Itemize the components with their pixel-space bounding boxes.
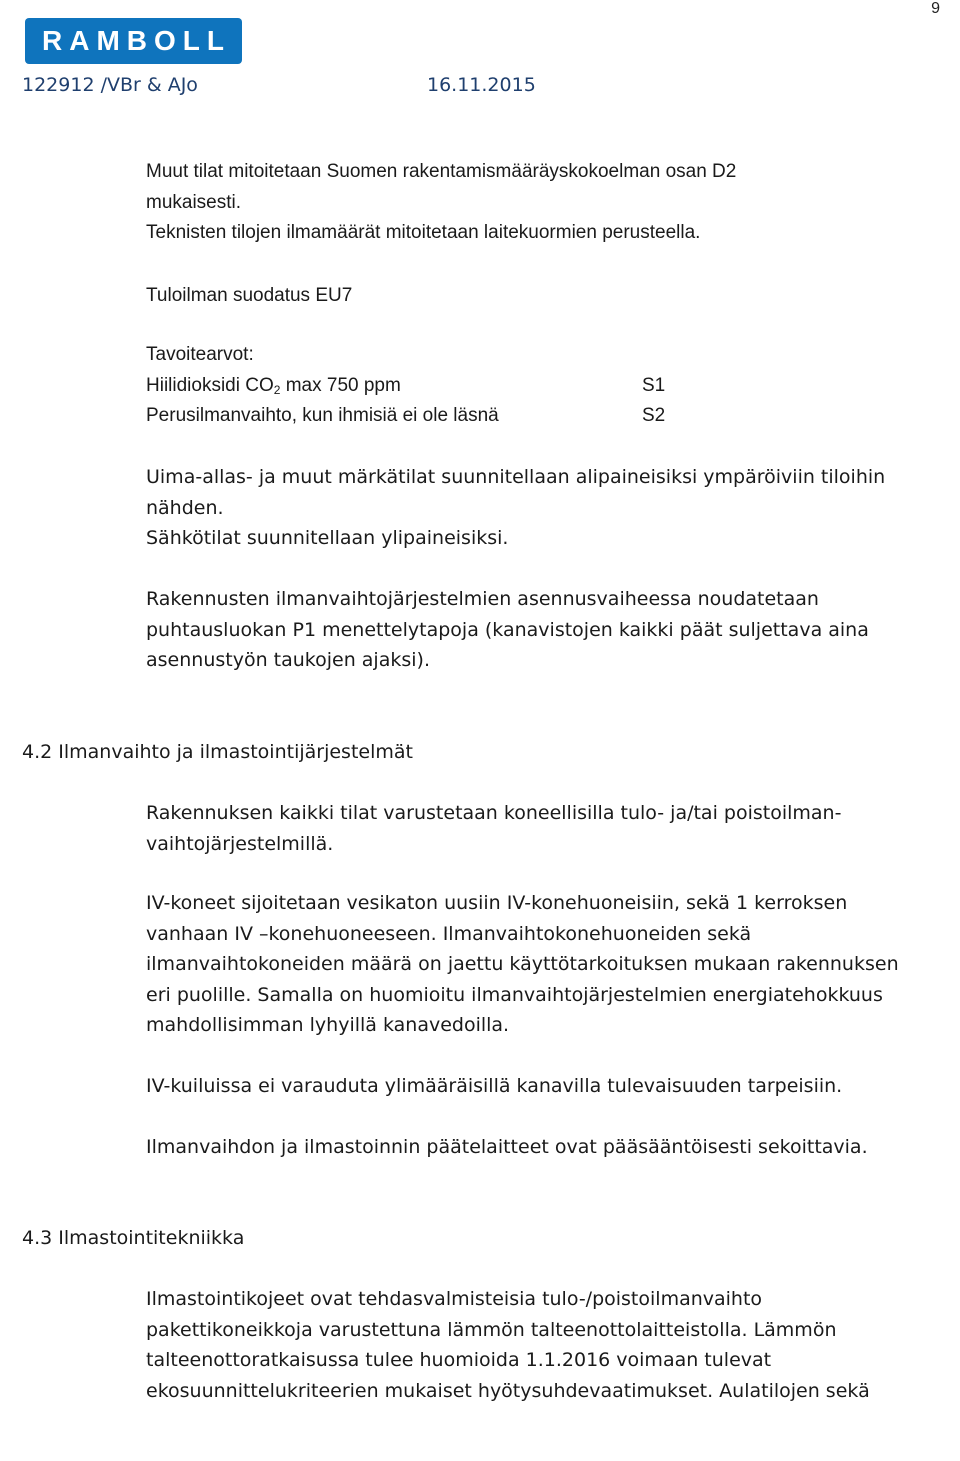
- text-line: ekosuunnittelukriteerien mukaiset hyötysuhdevaatimukset. Aulatilojen sekä: [146, 1379, 870, 1402]
- text-line: puhtausluokan P1 menettelytapoja (kanavistojen kaikki päät suljettava aina: [146, 618, 869, 641]
- paragraph-shafts: IV-kuiluissa ei varauduta ylimääräisillä kanavilla tulevaisuuden tarpeisiin.: [146, 1075, 843, 1097]
- document-date: 16.11.2015: [427, 74, 536, 96]
- paragraph-terminal-units: Ilmanvaihdon ja ilmastoinnin päätelaitteet ovat pääsääntöisesti sekoittavia.: [146, 1136, 868, 1158]
- paragraph-air-handling-units: [146, 1284, 946, 1406]
- text-line: talteenottoratkaisussa tulee huomioida 1.1.2016 voimaan tulevat: [146, 1349, 772, 1371]
- target-row-co2: [146, 371, 946, 402]
- target-label-co2: Hiilidioksidi $CO_2$ max 750 ppm: [146, 374, 401, 397]
- page-number: 9: [931, 0, 940, 17]
- paragraph-ventilation-systems: [146, 798, 946, 859]
- text-line: Sähkötilat suunnitellaan ylipaineisiksi.: [146, 527, 509, 549]
- text-line: Ilmastointikojeet ovat tehdasvalmisteisia tulo-/poistoilmanvaihto: [146, 1288, 763, 1310]
- section-heading-4-3: 4.3 Ilmastointitekniikka: [22, 1227, 245, 1249]
- text-line: IV-koneet sijoitetaan vesikaton uusiin IV-konehuoneisiin, sekä 1 kerroksen: [146, 892, 848, 914]
- text-line: Uima-allas- ja muut märkätilat suunnitellaan alipaineisiksi ympäröiviin tiloihin: [146, 466, 886, 488]
- target-value-co2: S1: [642, 374, 666, 396]
- text-line: mukaisesti.: [146, 191, 242, 213]
- target-value-ventilation: S2: [642, 405, 666, 426]
- paragraph-cleanliness: [146, 584, 946, 676]
- text-line: Rakennusten ilmanvaihtojärjestelmien asennusvaiheessa noudatetaan: [146, 588, 819, 610]
- ramboll-logo: [25, 18, 242, 64]
- logo-text: RAMBOLL: [42, 25, 231, 56]
- paragraph-dimensioning: [146, 157, 946, 249]
- paragraph-machine-rooms: [146, 888, 946, 1041]
- text-line: Muut tilat mitoitetaan Suomen rakentamismääräyskokoelman osan D2: [146, 161, 737, 182]
- text-line: eri puolille. Samalla on huomioitu ilmanvaihtojärjestelmien energiatehokkuus: [146, 983, 883, 1006]
- text-line: asennustyön taukojen ajaksi).: [146, 649, 430, 671]
- section-heading-4-2: 4.2 Ilmanvaihto ja ilmastointijärjestelmät: [22, 741, 413, 763]
- text-line: mahdollisimman lyhyillä kanavedoilla.: [146, 1014, 510, 1036]
- text-line: Rakennuksen kaikki tilat varustetaan koneellisilla tulo- ja/tai poistoilman-: [146, 802, 842, 824]
- text-line: pakettikoneikkoja varustettuna lämmön talteenottolaitteistolla. Lämmön: [146, 1318, 837, 1341]
- filtration-text: Tuloilman suodatus EU7: [146, 285, 353, 306]
- text-line: ilmanvaihtokoneiden määrä on jaettu käyttötarkoituksen mukaan rakennuksen: [146, 953, 899, 975]
- target-row-ventilation: [146, 401, 946, 432]
- paragraph-pressure: [146, 462, 946, 554]
- target-label-ventilation: Perusilmanvaihto, kun ihmisiä ei ole läsnä: [146, 405, 499, 426]
- text-line: nähden.: [146, 496, 224, 519]
- text-line: vanhaan IV –konehuoneeseen. Ilmanvaihtokonehuoneiden sekä: [146, 922, 752, 945]
- target-values: [146, 340, 946, 432]
- document-reference: 122912 /VBr & AJo: [22, 74, 198, 96]
- text-line: vaihtojärjestelmillä.: [146, 832, 334, 855]
- target-values-title: Tavoitearvot:: [146, 344, 254, 365]
- text-line: Teknisten tilojen ilmamäärät mitoitetaan laitekuormien perusteella.: [146, 222, 701, 243]
